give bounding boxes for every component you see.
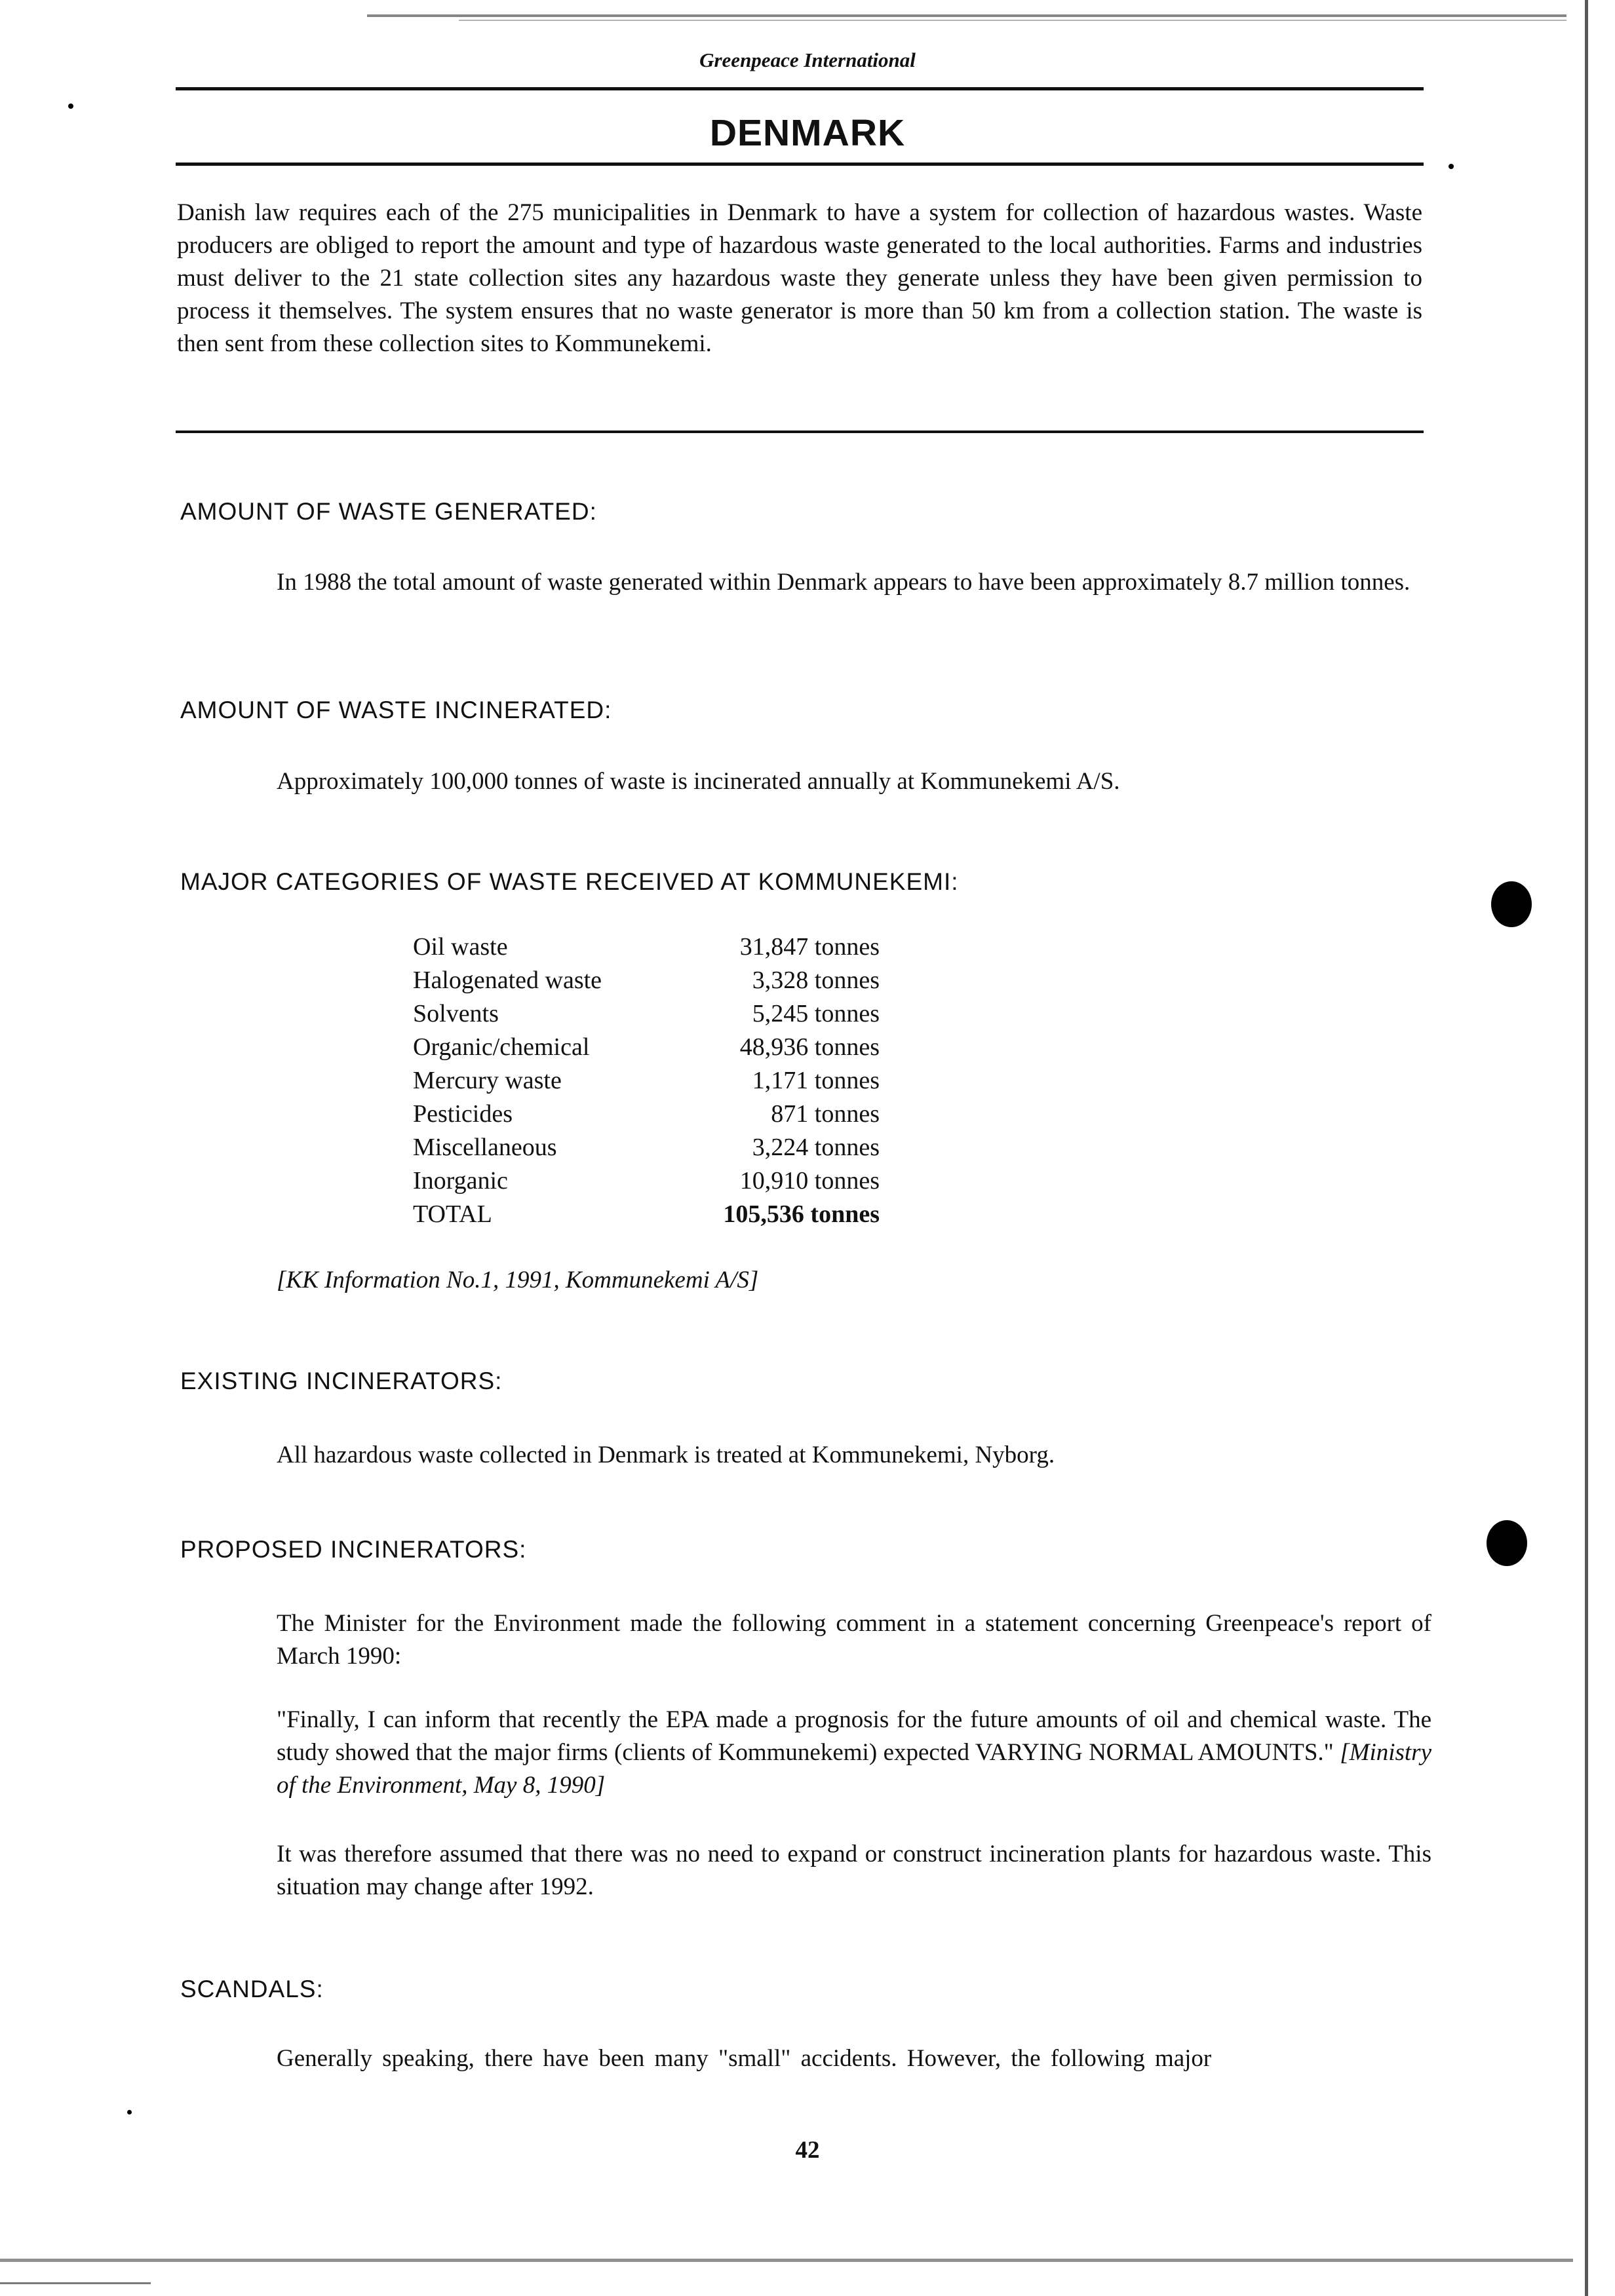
generated-text: In 1988 the total amount of waste generated within Denmark appears to have been approximately 8.7 million tonnes. [277,569,1411,596]
table-category: Organic/chemical [413,1033,590,1061]
section-heading-categories: MAJOR CATEGORIES OF WASTE RECEIVED AT KOMMUNEKEMI: [180,868,959,895]
table-category: Pesticides [413,1100,513,1128]
punch-hole-mark [1491,881,1532,927]
section-heading-scandals: SCANDALS: [180,1976,324,2002]
table-amount: 3,328 tonnes [752,966,880,994]
scandals-text: Generally speaking, there have been many "small" accidents. However, the following major [277,2045,1212,2072]
table-amount: 31,847 tonnes [739,933,880,961]
table-category: Solvents [413,1000,499,1027]
intro-paragraph: Danish law requires each of the 275 municipalities in Denmark to have a system for collection of hazardous wastes. Waste producers are obliged to report the amount and type of hazardous waste generated to the local authorities. Farms and industries must deliver to the 21 state collection sites any hazardous waste they generate unless they have been given permission to process it themselves. The system ensures that no waste generator is more than 50 km from a collection station. The waste is then sent from these collection sites to Kommunekemi. [177,199,1422,357]
table-amount: 10,910 tonnes [739,1167,880,1195]
intro-rule [176,430,1424,433]
existing-text: All hazardous waste collected in Denmark is treated at Kommunekemi, Nyborg. [277,1442,1055,1468]
speck [68,104,73,109]
proposed-quote-block [277,1704,1431,1802]
running-header-organization: Greenpeace International [699,48,916,71]
incinerated-text: Approximately 100,000 tonnes of waste is incinerated annually at Kommunekemi A/S. [277,768,1120,795]
section-heading-proposed: PROPOSED INCINERATORS: [180,1536,527,1563]
scan-edge-top-2 [459,20,1566,21]
quote-citation: [Ministry of the Environment, May 8, 1990] [277,1739,1431,1799]
section-heading-existing: EXISTING INCINERATORS: [180,1368,503,1394]
section-heading-incinerated: AMOUNT OF WASTE INCINERATED: [180,697,612,723]
scan-edge-bottom-2 [0,2282,151,2284]
table-amount: 48,936 tonnes [739,1033,880,1061]
table-amount: 871 tonnes [771,1100,880,1128]
table-category: Halogenated waste [413,966,602,994]
scan-edge-right [1585,0,1588,2296]
table-amount: 1,171 tonnes [752,1067,880,1094]
header-rule-top [176,87,1424,90]
page-title: DENMARK [709,112,906,154]
minister-quote: "Finally, I can inform that recently the EPA made a prognosis for the future amounts of oil and chemical waste. The study showed that the major firms (clients of Kommunekemi) expected VARYING NORMAL AMOUNTS." [277,1706,1431,1766]
proposed-para-1: The Minister for the Environment made the following comment in a statement concerning Greenpeace's report of March 1990: [277,1610,1431,1670]
speck [127,2110,132,2114]
table-source-citation: [KK Information No.1, 1991, Kommunekemi A/S] [277,1267,759,1293]
scan-edge-bottom [0,2259,1573,2262]
proposed-para-2: It was therefore assumed that there was no need to expand or construct incineration plants for hazardous waste. This situation may change after 1992. [277,1841,1431,1900]
table-category: Inorganic [413,1167,508,1195]
punch-hole-mark [1487,1520,1527,1566]
header-rule-bottom [176,163,1424,166]
table-amount: 5,245 tonnes [752,1000,880,1027]
table-category: Miscellaneous [413,1134,557,1161]
page-number: 42 [795,2137,820,2164]
speck [1449,164,1454,169]
scan-edge-top [367,14,1566,17]
section-heading-generated: AMOUNT OF WASTE GENERATED: [180,498,597,525]
table-total-label: TOTAL [413,1200,492,1228]
table-amount: 3,224 tonnes [752,1134,880,1161]
table-category: Mercury waste [413,1067,562,1094]
table-category: Oil waste [413,933,508,961]
table-total-amount: 105,536 tonnes [723,1200,880,1228]
